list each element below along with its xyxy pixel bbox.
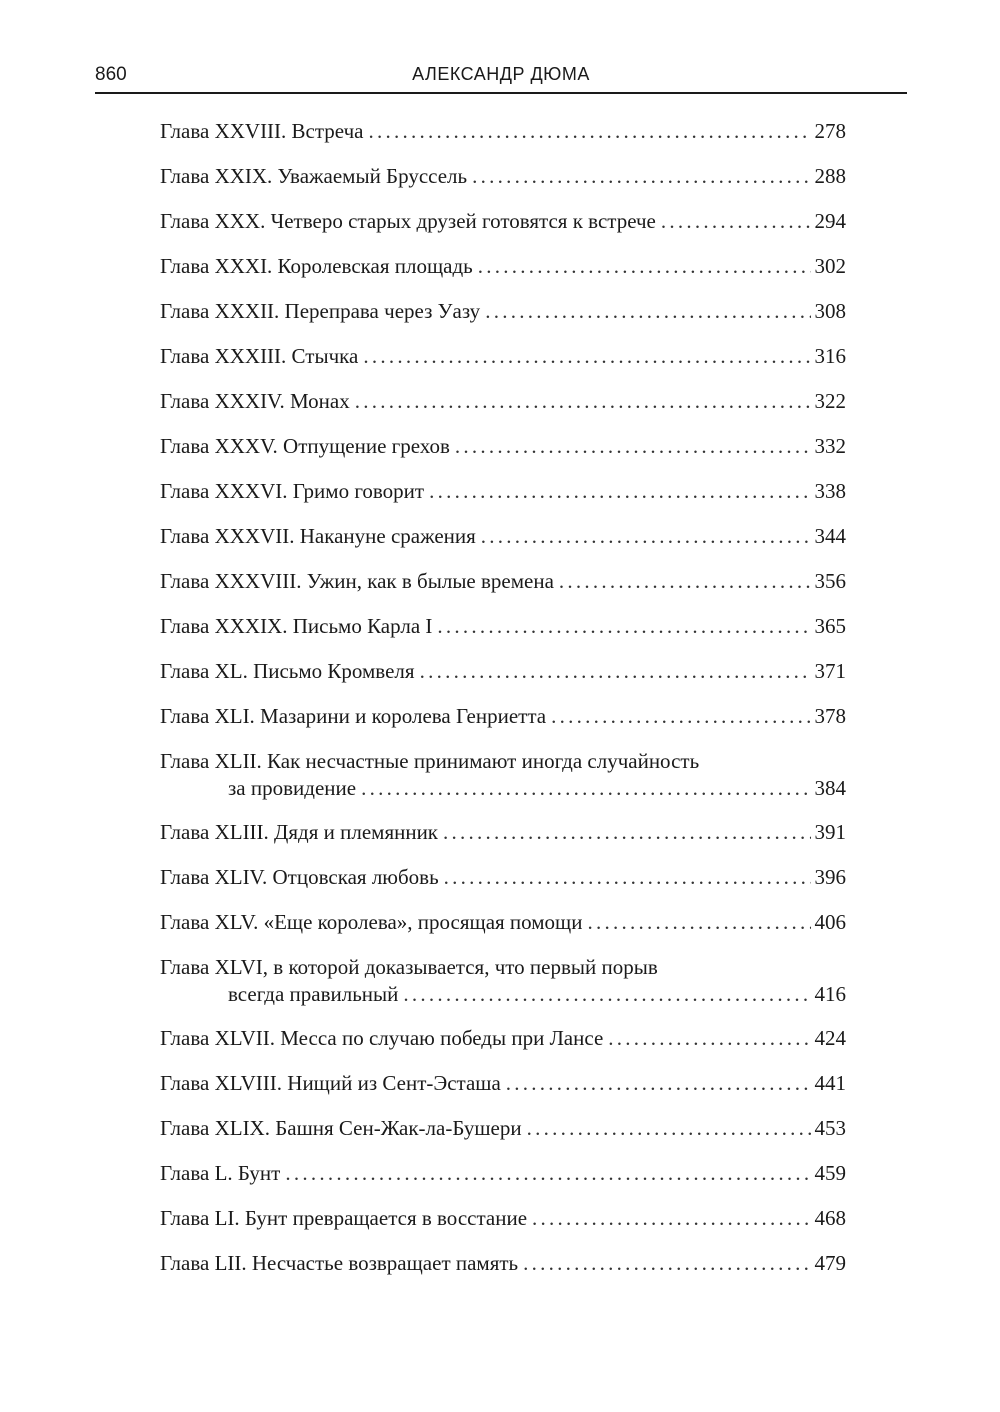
- toc-entry-title: Глава L. Бунт: [160, 1161, 281, 1185]
- toc-page-number: 338: [814, 479, 846, 503]
- dot-leader: [437, 613, 810, 640]
- toc-entry-title: Глава XXXII. Переправа через Уазу: [160, 299, 481, 323]
- toc-entry-title: Глава XLIV. Отцовская любовь: [160, 865, 439, 889]
- toc-entry-title: Глава XXXIX. Письмо Карла I: [160, 614, 433, 638]
- toc-page-number: 479: [814, 1251, 846, 1275]
- toc-entry-title: Глава XXXVII. Накануне сражения: [160, 524, 476, 548]
- toc-entry-line: [160, 343, 846, 370]
- toc-page-number: 288: [814, 164, 846, 188]
- dot-leader: [551, 703, 810, 730]
- toc-page-number: 384: [814, 776, 846, 800]
- toc-entry: [160, 118, 846, 145]
- toc-entry-title-line: Глава XLII. Как несчастные принимают иногда случайность: [160, 749, 700, 773]
- toc-entry-title: Глава XXXVI. Гримо говорит: [160, 479, 425, 503]
- toc-entry-line: [160, 658, 846, 685]
- toc-entry-title: Глава XLIII. Дядя и племянник: [160, 820, 439, 844]
- toc-page-number: 365: [814, 614, 846, 638]
- toc-page-number: 356: [814, 569, 846, 593]
- toc-entry-line: [160, 775, 846, 802]
- toc-page-number: 468: [814, 1206, 846, 1230]
- toc-entry: [160, 1115, 846, 1142]
- dot-leader: [506, 1070, 811, 1097]
- toc-entry: [160, 478, 846, 505]
- toc-entry-line: [160, 568, 846, 595]
- toc-entry-line: [160, 433, 846, 460]
- toc-entry: [160, 523, 846, 550]
- toc-entry-title: Глава LI. Бунт превращается в восстание: [160, 1206, 528, 1230]
- running-title: АЛЕКСАНДР ДЮМА: [412, 64, 590, 84]
- toc-page-number: 424: [814, 1026, 846, 1050]
- toc-page-number: 302: [814, 254, 846, 278]
- toc-entry: [160, 343, 846, 370]
- dot-leader: [559, 568, 811, 595]
- dot-leader: [443, 819, 810, 846]
- dot-leader: [444, 864, 811, 891]
- dot-leader: [532, 1205, 810, 1232]
- dot-leader: [472, 163, 810, 190]
- dot-leader: [361, 775, 810, 802]
- toc-entry-line: [160, 703, 846, 730]
- toc-page-number: 332: [814, 434, 846, 458]
- toc-entry: [160, 1205, 846, 1232]
- toc-entry: [160, 909, 846, 936]
- toc-entry-line: [160, 478, 846, 505]
- toc-entry-line: [160, 613, 846, 640]
- toc-entry-line: [160, 163, 846, 190]
- dot-leader: [429, 478, 810, 505]
- toc-page-number: 378: [814, 704, 846, 728]
- toc-entry-title: за провидение: [228, 776, 357, 800]
- toc-entry: [160, 1025, 846, 1052]
- toc-entry-title-line: Глава XLVI, в которой доказывается, что первый порыв: [160, 955, 658, 979]
- dot-leader: [478, 253, 811, 280]
- toc-entry-line: [160, 388, 846, 415]
- toc-entry: [160, 1250, 846, 1277]
- dot-leader: [608, 1025, 810, 1052]
- toc-page-number: 308: [814, 299, 846, 323]
- dot-leader: [661, 208, 811, 235]
- toc-entry-line: [160, 1115, 846, 1142]
- toc-entry: [160, 568, 846, 595]
- toc-entry: [160, 864, 846, 891]
- toc-page-number: 406: [814, 910, 846, 934]
- toc-entry-line: [160, 118, 846, 145]
- toc-entry-line: [160, 1250, 846, 1277]
- toc-entry-line: [160, 208, 846, 235]
- toc-entry: [160, 819, 846, 846]
- dot-leader: [485, 298, 810, 325]
- toc-entry-title: Глава XLVII. Месса по случаю победы при Лансе: [160, 1026, 604, 1050]
- dot-leader: [523, 1250, 810, 1277]
- toc-page-number: 441: [814, 1071, 846, 1095]
- toc-entry: [160, 703, 846, 730]
- toc-entry: [160, 388, 846, 415]
- dot-leader: [455, 433, 811, 460]
- toc-entry-title: Глава XLVIII. Нищий из Сент-Эсташа: [160, 1071, 501, 1095]
- toc-entry-title: Глава XLV. «Еще королева», просящая помощи: [160, 910, 583, 934]
- toc-entry: [160, 433, 846, 460]
- toc-entry-title: Глава XXXIII. Стычка: [160, 344, 359, 368]
- toc-entry-title: Глава XXXVIII. Ужин, как в былые времена: [160, 569, 554, 593]
- toc-entry-line: [160, 909, 846, 936]
- toc-entry-title: Глава XXXI. Королевская площадь: [160, 254, 473, 278]
- toc-entry-title: Глава XL. Письмо Кромвеля: [160, 659, 415, 683]
- toc-entry-title: Глава XXX. Четверо старых друзей готовятся к встрече: [160, 209, 656, 233]
- toc-entry-title: Глава XXVIII. Встреча: [160, 119, 364, 143]
- toc-entry: [160, 298, 846, 325]
- toc-entry: [160, 658, 846, 685]
- running-header: [95, 62, 907, 94]
- page-number: 860: [95, 64, 127, 85]
- toc-page-number: 294: [814, 209, 846, 233]
- toc-page-number: 316: [814, 344, 846, 368]
- toc-entry: [160, 208, 846, 235]
- toc-page-number: 391: [814, 820, 846, 844]
- toc-entry-line: [160, 864, 846, 891]
- toc-entry: [160, 613, 846, 640]
- toc-entry-line: [160, 981, 846, 1008]
- toc-entry: [160, 954, 846, 1008]
- dot-leader: [420, 658, 811, 685]
- dot-leader: [369, 118, 811, 145]
- toc-page-number: 371: [814, 659, 846, 683]
- dot-leader: [363, 343, 810, 370]
- toc-entry-title: Глава XLIX. Башня Сен-Жак-ла-Бушери: [160, 1116, 522, 1140]
- dot-leader: [355, 388, 811, 415]
- toc-entry-line: [160, 819, 846, 846]
- toc-entry-line: [160, 1070, 846, 1097]
- toc-entry-line: [160, 523, 846, 550]
- dot-leader: [285, 1160, 810, 1187]
- toc-entry: [160, 748, 846, 802]
- toc-entry-title: Глава XXXIV. Монах: [160, 389, 350, 413]
- toc-entry-line: [160, 1205, 846, 1232]
- toc-entry-title: Глава LII. Несчастье возвращает память: [160, 1251, 519, 1275]
- toc-entry-title: Глава XXIX. Уважаемый Бруссель: [160, 164, 468, 188]
- toc-page-number: 344: [814, 524, 846, 548]
- table-of-contents: [160, 118, 846, 1295]
- toc-entry-line: [160, 298, 846, 325]
- dot-leader: [587, 909, 810, 936]
- toc-page-number: 278: [814, 119, 846, 143]
- toc-page-number: 322: [814, 389, 846, 413]
- toc-entry: [160, 1160, 846, 1187]
- toc-entry-line: [160, 1025, 846, 1052]
- toc-entry-line: [160, 1160, 846, 1187]
- toc-page-number: 396: [814, 865, 846, 889]
- toc-entry-title: Глава XXXV. Отпущение грехов: [160, 434, 450, 458]
- toc-entry: [160, 1070, 846, 1097]
- dot-leader: [403, 981, 810, 1008]
- toc-entry: [160, 253, 846, 280]
- toc-entry-line: [160, 253, 846, 280]
- toc-page-number: 416: [814, 982, 846, 1006]
- dot-leader: [481, 523, 811, 550]
- dot-leader: [527, 1115, 811, 1142]
- toc-page-number: 459: [814, 1161, 846, 1185]
- toc-page-number: 453: [814, 1116, 846, 1140]
- toc-entry: [160, 163, 846, 190]
- toc-entry-title: Глава XLI. Мазарини и королева Генриетта: [160, 704, 547, 728]
- toc-entry-title: всегда правильный: [228, 982, 399, 1006]
